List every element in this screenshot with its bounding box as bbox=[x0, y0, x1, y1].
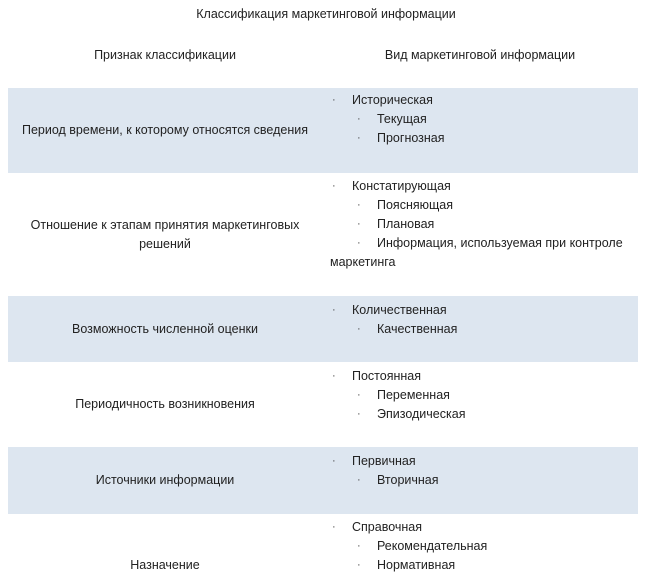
feature-cell bbox=[8, 173, 322, 296]
bullet-icon: · bbox=[332, 455, 336, 467]
feature-label: Источники информации bbox=[95, 473, 235, 487]
types-list bbox=[330, 177, 640, 272]
list-item: · Историческая bbox=[330, 91, 640, 110]
table-row bbox=[8, 362, 638, 447]
list-item: · Переменная bbox=[330, 386, 640, 405]
feature-cell bbox=[8, 447, 322, 514]
list-item: · Констатирующая bbox=[330, 177, 640, 196]
bullet-icon: · bbox=[357, 323, 361, 335]
bullet-icon: · bbox=[357, 474, 361, 486]
feature-label: Отношение к этапам принятия маркетинговых решений bbox=[30, 217, 300, 251]
types-list bbox=[330, 367, 640, 424]
types-list bbox=[330, 301, 640, 339]
table-row bbox=[8, 447, 638, 514]
bullet-icon: · bbox=[332, 521, 336, 533]
feature-label: Период времени, к которому относятся сведения bbox=[21, 123, 309, 137]
list-item: · Вторичная bbox=[330, 471, 640, 490]
list-item: · Первичная bbox=[330, 452, 640, 471]
table-row bbox=[8, 514, 638, 580]
feature-cell bbox=[8, 296, 322, 362]
list-item: · Информация, используемая при контроле маркетинга bbox=[330, 236, 623, 269]
bullet-icon: · bbox=[357, 199, 361, 211]
list-item: · Плановая bbox=[330, 215, 640, 234]
column-header-feature: Признак классификации bbox=[94, 48, 236, 62]
bullet-icon: · bbox=[357, 559, 361, 571]
bullet-icon: · bbox=[332, 180, 336, 192]
list-item: · Справочная bbox=[330, 518, 640, 537]
feature-cell bbox=[8, 514, 322, 580]
bullet-icon: · bbox=[332, 304, 336, 316]
list-item: · Качественная bbox=[330, 320, 640, 339]
bullet-icon: · bbox=[357, 113, 361, 125]
list-item: · Рекомендательная bbox=[330, 537, 640, 556]
list-item: · Прогнозная bbox=[330, 129, 640, 148]
list-item: · Постоянная bbox=[330, 367, 640, 386]
bullet-icon: · bbox=[357, 540, 361, 552]
table-row bbox=[8, 88, 638, 173]
list-item: · Текущая bbox=[330, 110, 640, 129]
list-item: · Поясняющая bbox=[330, 196, 640, 215]
table-caption: Классификация маркетинговой информации bbox=[196, 7, 456, 21]
feature-cell bbox=[8, 362, 322, 447]
types-list bbox=[330, 518, 640, 575]
table-row bbox=[8, 173, 638, 296]
column-header-type: Вид маркетинговой информации bbox=[384, 48, 576, 62]
bullet-icon: · bbox=[357, 389, 361, 401]
list-item: · Количественная bbox=[330, 301, 640, 320]
list-item: · Эпизодическая bbox=[330, 405, 640, 424]
bullet-icon: · bbox=[332, 94, 336, 106]
bullet-icon: · bbox=[357, 218, 361, 230]
list-item: · Нормативная bbox=[330, 556, 640, 575]
bullet-icon: · bbox=[357, 132, 361, 144]
feature-cell bbox=[8, 88, 322, 173]
feature-label: Периодичность возникновения bbox=[75, 397, 255, 411]
feature-label: Возможность численной оценки bbox=[72, 321, 258, 336]
types-list bbox=[330, 91, 640, 148]
bullet-icon: · bbox=[357, 408, 361, 420]
table-row bbox=[8, 296, 638, 362]
bullet-icon: · bbox=[332, 370, 336, 382]
bullet-icon: · bbox=[357, 237, 361, 249]
feature-label: Назначение bbox=[130, 558, 200, 572]
types-list bbox=[330, 452, 640, 490]
